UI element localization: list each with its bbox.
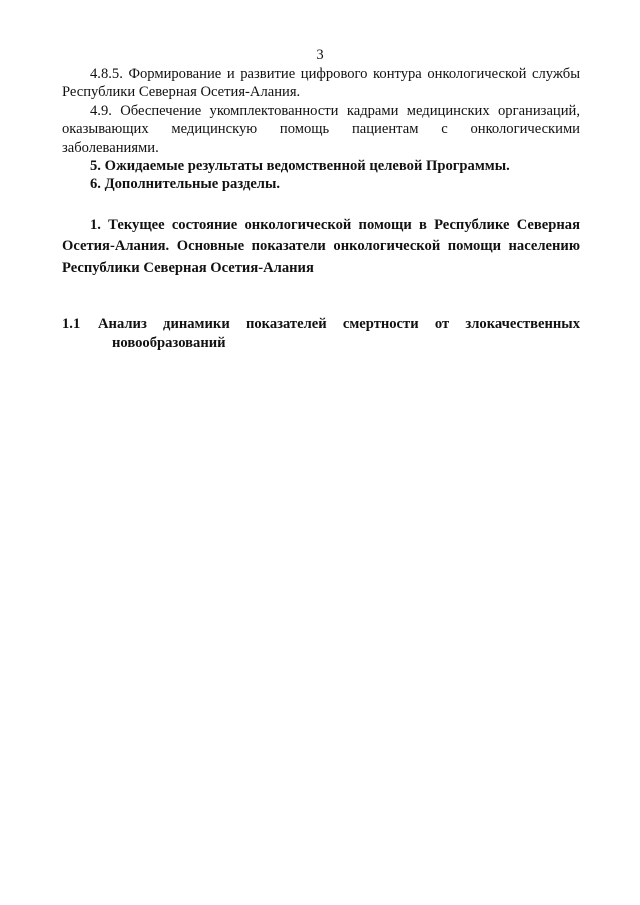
contents-item-6: 6. Дополнительные разделы. [90,176,281,193]
subsection-title-continuation: новообразований [112,335,226,352]
section-heading: 1. Текущее состояние онкологической помощи в Республике Северная Осетия-Алания. Основные показатели онкологической помощи населению Республики Северная Осетия-Алания [62,216,580,276]
contents-item-4-9: 4.9. Обеспечение укомплектованности кадрами медицинских организаций, оказывающих медицинскую помощь пациентам с онкологическими заболеваниями. [62,102,580,156]
page-content [62,65,580,353]
contents-list [62,65,580,194]
subsection-title: Анализ динамики показателей смертности от злокачественных [98,316,580,333]
subsection-number: 1.1 [62,316,81,333]
page-number: 3 [316,47,324,63]
subsection-heading [62,315,580,353]
contents-item-5: 5. Ожидаемые результаты ведомственной целевой Программы. [90,158,510,175]
contents-item-4-8-5: 4.8.5. Формирование и развитие цифрового контура онкологической службы Республики Северная Осетия-Алания. [62,66,580,101]
